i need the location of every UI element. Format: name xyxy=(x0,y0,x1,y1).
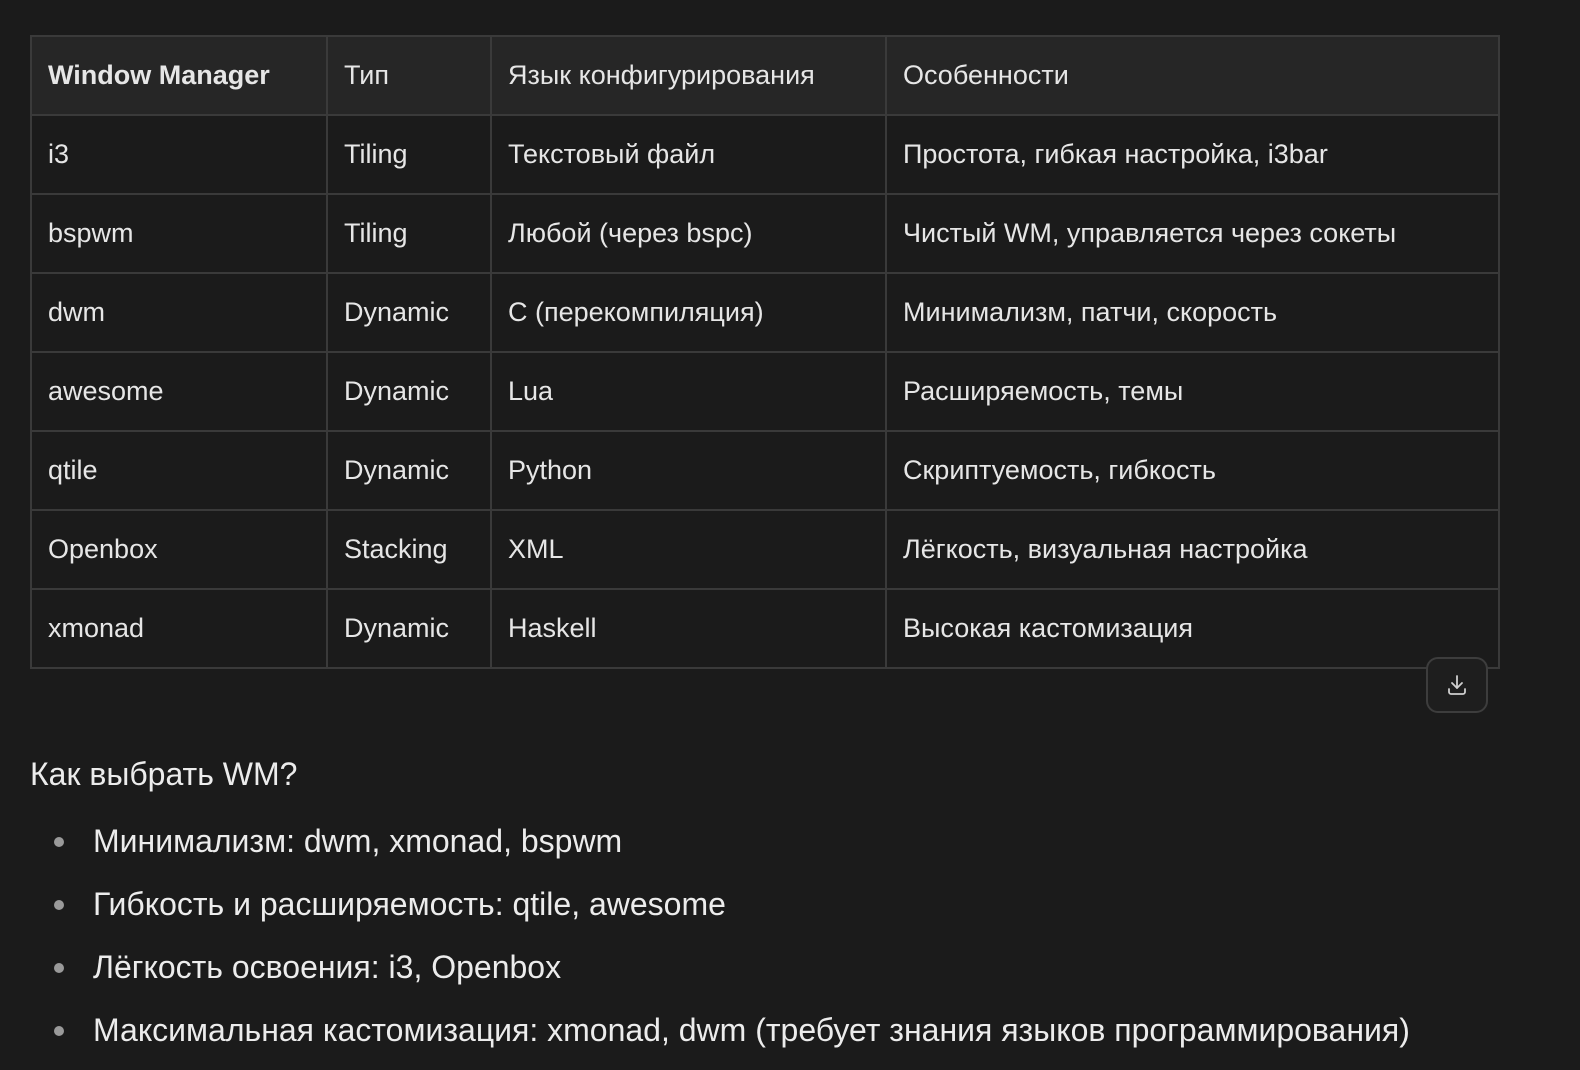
list-item-text: Лёгкость освоения: i3, Openbox xyxy=(93,949,562,985)
wm-comparison-table xyxy=(30,35,1500,669)
bullet-dot-icon xyxy=(54,1026,64,1036)
cell-wm-type: Tiling xyxy=(327,115,491,194)
cell-wm-config-language: Python xyxy=(491,431,886,510)
cell-wm-type: Dynamic xyxy=(327,273,491,352)
list-item-text: Гибкость и расширяемость: qtile, awesome xyxy=(93,886,726,922)
cell-wm-features: Высокая кастомизация xyxy=(886,589,1499,668)
list-item-text: Максимальная кастомизация: xmonad, dwm (требует знания языков программирования) xyxy=(93,1012,1410,1048)
cell-wm-name: Openbox xyxy=(31,510,327,589)
list-item xyxy=(30,1007,1410,1070)
cell-wm-name: i3 xyxy=(31,115,327,194)
cell-wm-features: Чистый WM, управляется через сокеты xyxy=(886,194,1499,273)
column-header-features: Особенности xyxy=(886,36,1499,115)
column-header-type: Тип xyxy=(327,36,491,115)
bullet-dot-icon xyxy=(54,963,64,973)
cell-wm-type: Dynamic xyxy=(327,352,491,431)
download-table-button[interactable] xyxy=(1426,657,1488,713)
cell-wm-config-language: Haskell xyxy=(491,589,886,668)
cell-wm-config-language: Lua xyxy=(491,352,886,431)
list-item xyxy=(30,818,1410,881)
recommendation-list xyxy=(30,818,1410,1070)
cell-wm-features: Расширяемость, темы xyxy=(886,352,1499,431)
cell-wm-features: Скриптуемость, гибкость xyxy=(886,431,1499,510)
cell-wm-config-language: XML xyxy=(491,510,886,589)
column-header-config-language: Язык конфигурирования xyxy=(491,36,886,115)
cell-wm-type: Tiling xyxy=(327,194,491,273)
cell-wm-config-language: Текстовый файл xyxy=(491,115,886,194)
cell-wm-type: Stacking xyxy=(327,510,491,589)
list-item xyxy=(30,881,1410,944)
cell-wm-name: xmonad xyxy=(31,589,327,668)
list-item xyxy=(30,944,1410,1007)
table-row xyxy=(31,352,1499,431)
table-row xyxy=(31,194,1499,273)
cell-wm-features: Минимализм, патчи, скорость xyxy=(886,273,1499,352)
table-header-row xyxy=(31,36,1499,115)
cell-wm-config-language: Любой (через bspc) xyxy=(491,194,886,273)
cell-wm-name: awesome xyxy=(31,352,327,431)
cell-wm-type: Dynamic xyxy=(327,431,491,510)
table-row xyxy=(31,115,1499,194)
table-row xyxy=(31,431,1499,510)
download-icon xyxy=(1445,673,1469,697)
cell-wm-features: Простота, гибкая настройка, i3bar xyxy=(886,115,1499,194)
wm-comparison-table-wrapper xyxy=(30,35,1498,669)
section-heading: Как выбрать WM? xyxy=(30,756,298,792)
cell-wm-name: dwm xyxy=(31,273,327,352)
bullet-dot-icon xyxy=(54,837,64,847)
table-row xyxy=(31,589,1499,668)
cell-wm-type: Dynamic xyxy=(327,589,491,668)
cell-wm-name: qtile xyxy=(31,431,327,510)
table-row xyxy=(31,510,1499,589)
table-row xyxy=(31,273,1499,352)
column-header-window-manager: Window Manager xyxy=(31,36,327,115)
cell-wm-features: Лёгкость, визуальная настройка xyxy=(886,510,1499,589)
list-item-text: Минимализм: dwm, xmonad, bspwm xyxy=(93,823,623,859)
cell-wm-name: bspwm xyxy=(31,194,327,273)
bullet-dot-icon xyxy=(54,900,64,910)
cell-wm-config-language: C (перекомпиляция) xyxy=(491,273,886,352)
